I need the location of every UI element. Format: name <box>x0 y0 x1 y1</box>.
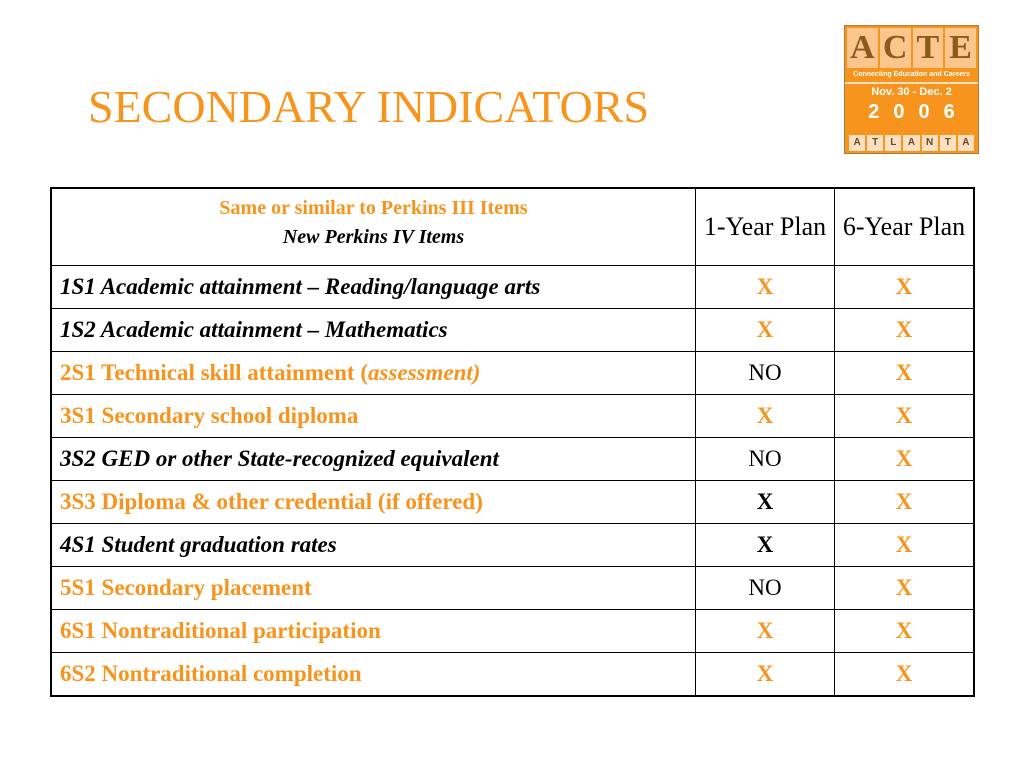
plan6-cell: X <box>835 438 975 481</box>
logo-letter: E <box>945 28 976 68</box>
logo-letter: A <box>847 28 878 68</box>
plan6-cell: X <box>835 266 975 309</box>
indicator-cell: 1S2 Academic attainment – Mathematics <box>51 309 696 352</box>
table-row <box>51 266 974 309</box>
plan1-cell: NO <box>696 567 835 610</box>
table-row <box>51 610 974 653</box>
plan1-cell: NO <box>696 438 835 481</box>
table-row <box>51 395 974 438</box>
slide-title: SECONDARY INDICATORS <box>88 81 650 132</box>
indicator-cell: 4S1 Student graduation rates <box>51 524 696 567</box>
indicator-cell: 6S2 Nontraditional completion <box>51 653 696 697</box>
logo-divider <box>845 82 978 84</box>
header-6-year-plan: 6-Year Plan <box>835 188 975 266</box>
plan6-cell: X <box>835 653 975 697</box>
plan6-cell: X <box>835 567 975 610</box>
plan6-cell: X <box>835 309 975 352</box>
plan1-cell: X <box>696 610 835 653</box>
plan6-cell: X <box>835 481 975 524</box>
indicator-cell: 6S1 Nontraditional participation <box>51 610 696 653</box>
plan1-cell: X <box>696 653 835 697</box>
table-row <box>51 481 974 524</box>
logo-city-letter: L <box>885 135 901 151</box>
logo-city <box>849 135 974 151</box>
indicator-cell: 2S1 Technical skill attainment (assessment) <box>51 352 696 395</box>
logo-city-letter: A <box>903 135 919 151</box>
plan1-cell: X <box>696 481 835 524</box>
logo-city-letter: A <box>958 135 974 151</box>
plan6-cell: X <box>835 524 975 567</box>
table-row <box>51 438 974 481</box>
plan6-cell: X <box>835 352 975 395</box>
logo-letters <box>847 28 976 68</box>
plan6-cell: X <box>835 395 975 438</box>
header-legend-perkins-iii: Same or similar to Perkins III Items <box>219 197 528 219</box>
header-item-column <box>51 188 696 266</box>
plan1-cell: X <box>696 524 835 567</box>
plan1-cell: X <box>696 309 835 352</box>
table-header-row <box>51 188 974 266</box>
acte-logo <box>844 25 979 154</box>
logo-year: 2006 <box>868 101 969 123</box>
plan1-cell: NO <box>696 352 835 395</box>
logo-tagline: Connecting Education and Careers <box>853 71 970 78</box>
logo-letter: T <box>913 28 944 68</box>
plan1-cell: X <box>696 266 835 309</box>
table-row <box>51 352 974 395</box>
table-row <box>51 567 974 610</box>
indicator-cell: 3S2 GED or other State-recognized equivalent <box>51 438 696 481</box>
logo-city-letter: N <box>922 135 938 151</box>
indicator-cell: 5S1 Secondary placement <box>51 567 696 610</box>
logo-city-letter: T <box>940 135 956 151</box>
indicators-table <box>50 187 975 697</box>
table-row <box>51 309 974 352</box>
header-legend-perkins-iv: New Perkins IV Items <box>282 226 465 248</box>
plan6-cell: X <box>835 610 975 653</box>
logo-city-letter: T <box>867 135 883 151</box>
table-row <box>51 524 974 567</box>
indicator-cell: 1S1 Academic attainment – Reading/language arts <box>51 266 696 309</box>
plan1-cell: X <box>696 395 835 438</box>
table-row <box>51 653 974 697</box>
logo-letter: C <box>880 28 911 68</box>
logo-city-letter: A <box>849 135 865 151</box>
indicator-cell: 3S1 Secondary school diploma <box>51 395 696 438</box>
logo-dates: Nov. 30 - Dec. 2 <box>871 86 952 98</box>
indicator-cell: 3S3 Diploma & other credential (if offered) <box>51 481 696 524</box>
header-1-year-plan: 1-Year Plan <box>696 188 835 266</box>
